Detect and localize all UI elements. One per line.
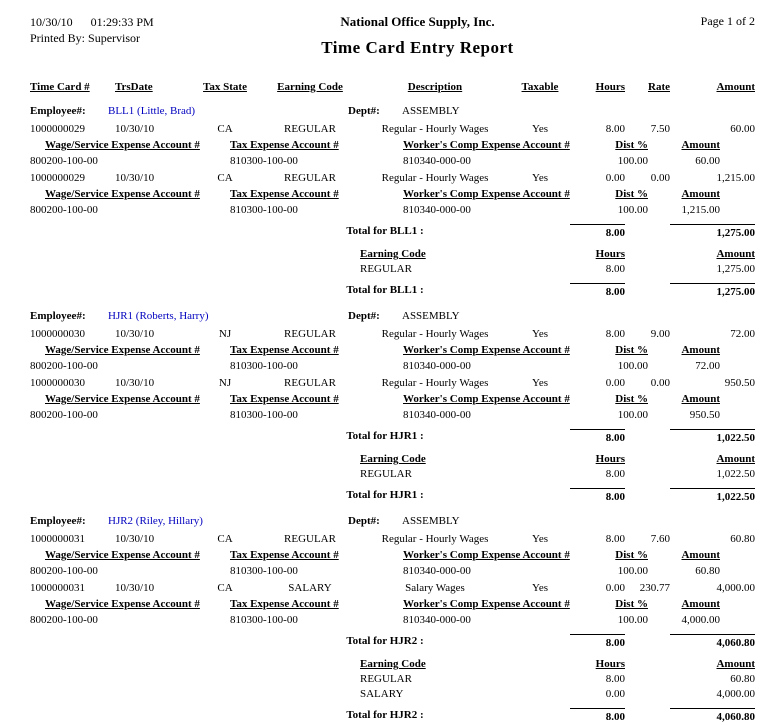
summary-amount: 4,000.00 xyxy=(716,688,755,700)
print-datetime xyxy=(30,14,200,30)
total-amount: 4,060.80 xyxy=(670,708,755,725)
dist-amount-header: Amount xyxy=(681,549,720,561)
cell-hours: 8.00 xyxy=(605,328,625,340)
total-amount: 4,060.80 xyxy=(670,634,755,651)
header-center xyxy=(200,14,635,58)
cell-description: Regular - Hourly Wages xyxy=(381,328,489,340)
printed-by-line xyxy=(30,30,200,46)
summary-earning-code: REGULAR xyxy=(360,263,412,275)
cell-description: Regular - Hourly Wages xyxy=(381,172,489,184)
employee-summary-total-row xyxy=(30,708,755,725)
cell-trs-date: 10/30/10 xyxy=(115,328,155,340)
summary-hours: 0.00 xyxy=(605,688,625,700)
summary-hours: 8.00 xyxy=(605,673,625,685)
cell-dist-amount: 60.80 xyxy=(695,565,720,577)
cell-time-card: 1000000030 xyxy=(30,328,85,340)
employee-summary-total-row xyxy=(30,283,755,300)
expense-account-header-row xyxy=(30,343,720,358)
cell-dist-pct: 100.00 xyxy=(617,409,648,421)
col-time-card: Time Card # xyxy=(30,81,90,93)
cell-tax-state: CA xyxy=(217,123,233,135)
cell-dist-pct: 100.00 xyxy=(617,614,648,626)
earning-summary-header-row xyxy=(360,657,755,672)
expense-account-header-row xyxy=(30,392,720,407)
cell-earning-code: REGULAR xyxy=(284,533,336,545)
summary-earning-code-header: Earning Code xyxy=(360,453,426,465)
employee-label: Employee#: xyxy=(30,105,86,117)
cell-taxable: Yes xyxy=(531,377,548,389)
cell-taxable: Yes xyxy=(531,172,548,184)
cell-taxable: Yes xyxy=(531,582,548,594)
dist-amount-header: Amount xyxy=(681,598,720,610)
cell-hours: 0.00 xyxy=(605,582,625,594)
total-label: Total for BLL1 : xyxy=(346,284,424,296)
timecard-detail-row xyxy=(30,327,755,342)
cell-trs-date: 10/30/10 xyxy=(115,123,155,135)
wage-account-header: Wage/Service Expense Account # xyxy=(45,188,200,200)
cell-tax-account: 810300-100-00 xyxy=(230,155,298,167)
comp-account-header: Worker's Comp Expense Account # xyxy=(403,393,570,405)
cell-hours: 8.00 xyxy=(605,123,625,135)
cell-taxable: Yes xyxy=(531,328,548,340)
cell-wage-account: 800200-100-00 xyxy=(30,360,98,372)
cell-dist-amount: 60.00 xyxy=(695,155,720,167)
dept-label: Dept#: xyxy=(348,105,380,117)
cell-rate: 9.00 xyxy=(650,328,670,340)
cell-amount: 950.50 xyxy=(724,377,755,389)
expense-account-header-row xyxy=(30,138,720,153)
employee-id: BLL1 (Little, Brad) xyxy=(108,105,196,117)
total-amount: 1,022.50 xyxy=(670,488,755,505)
dist-amount-header: Amount xyxy=(681,393,720,405)
summary-amount: 1,022.50 xyxy=(716,468,755,480)
col-description: Description xyxy=(407,81,463,93)
cell-rate: 0.00 xyxy=(650,377,670,389)
summary-amount-header: Amount xyxy=(716,658,755,670)
report-title: Time Card Entry Report xyxy=(321,38,514,57)
col-tax-state: Tax State xyxy=(203,81,247,93)
summary-amount: 60.80 xyxy=(730,673,755,685)
cell-hours: 0.00 xyxy=(605,172,625,184)
timecard-detail-row xyxy=(30,532,755,547)
total-hours: 8.00 xyxy=(570,488,625,505)
cell-rate: 0.00 xyxy=(650,172,670,184)
dist-amount-header: Amount xyxy=(681,344,720,356)
dept-value: ASSEMBLY xyxy=(402,515,460,527)
earning-summary-row xyxy=(360,262,755,277)
cell-comp-account: 810340-000-00 xyxy=(403,409,471,421)
cell-tax-state: CA xyxy=(217,533,233,545)
earning-summary-row xyxy=(360,672,755,687)
timecard-detail-row xyxy=(30,171,755,186)
comp-account-header: Worker's Comp Expense Account # xyxy=(403,344,570,356)
cell-description: Regular - Hourly Wages xyxy=(381,377,489,389)
cell-comp-account: 810340-000-00 xyxy=(403,614,471,626)
summary-earning-code-header: Earning Code xyxy=(360,658,426,670)
summary-hours-header: Hours xyxy=(595,248,625,260)
earning-summary-row xyxy=(360,687,755,702)
cell-wage-account: 800200-100-00 xyxy=(30,155,98,167)
total-label: Total for HJR2 : xyxy=(346,709,424,721)
cell-tax-account: 810300-100-00 xyxy=(230,565,298,577)
summary-hours: 8.00 xyxy=(605,263,625,275)
col-rate: Rate xyxy=(648,81,670,93)
col-trs-date: TrsDate xyxy=(115,81,153,93)
report-header xyxy=(30,14,755,58)
cell-trs-date: 10/30/10 xyxy=(115,533,155,545)
dist-amount-header: Amount xyxy=(681,139,720,151)
dist-pct-header: Dist % xyxy=(615,344,648,356)
printed-by-label: Printed By: xyxy=(30,31,86,45)
cell-dist-amount: 1,215.00 xyxy=(681,204,720,216)
page-number: Page 1 of 2 xyxy=(700,14,755,28)
employee-block xyxy=(30,514,755,725)
tax-account-header: Tax Expense Account # xyxy=(230,393,339,405)
dept-label: Dept#: xyxy=(348,515,380,527)
cell-comp-account: 810340-000-00 xyxy=(403,360,471,372)
col-hours: Hours xyxy=(595,81,625,93)
cell-comp-account: 810340-000-00 xyxy=(403,204,471,216)
dept-label: Dept#: xyxy=(348,310,380,322)
cell-taxable: Yes xyxy=(531,533,548,545)
cell-wage-account: 800200-100-00 xyxy=(30,204,98,216)
wage-account-header: Wage/Service Expense Account # xyxy=(45,598,200,610)
earning-summary-header-row xyxy=(360,452,755,467)
summary-amount-header: Amount xyxy=(716,248,755,260)
cell-amount: 60.80 xyxy=(730,533,755,545)
dist-amount-header: Amount xyxy=(681,188,720,200)
cell-wage-account: 800200-100-00 xyxy=(30,614,98,626)
cell-wage-account: 800200-100-00 xyxy=(30,565,98,577)
cell-time-card: 1000000029 xyxy=(30,123,85,135)
cell-description: Salary Wages xyxy=(405,582,465,594)
cell-taxable: Yes xyxy=(531,123,548,135)
employee-total-row xyxy=(30,429,755,446)
total-amount: 1,275.00 xyxy=(670,224,755,241)
employee-block xyxy=(30,309,755,505)
cell-amount: 4,000.00 xyxy=(716,582,755,594)
total-amount: 1,275.00 xyxy=(670,283,755,300)
company-name: National Office Supply, Inc. xyxy=(340,14,495,29)
cell-tax-state: CA xyxy=(217,172,233,184)
cell-trs-date: 10/30/10 xyxy=(115,172,155,184)
employee-summary-total-row xyxy=(30,488,755,505)
cell-time-card: 1000000031 xyxy=(30,582,85,594)
summary-hours-header: Hours xyxy=(595,453,625,465)
cell-rate: 7.50 xyxy=(650,123,670,135)
earning-summary-header-row xyxy=(360,247,755,262)
cell-wage-account: 800200-100-00 xyxy=(30,409,98,421)
cell-comp-account: 810340-000-00 xyxy=(403,565,471,577)
cell-rate: 230.77 xyxy=(639,582,670,594)
header-left xyxy=(30,14,200,46)
cell-tax-state: CA xyxy=(217,582,233,594)
summary-earning-code: REGULAR xyxy=(360,468,412,480)
summary-amount-header: Amount xyxy=(716,453,755,465)
total-hours: 8.00 xyxy=(570,634,625,651)
tax-account-header: Tax Expense Account # xyxy=(230,344,339,356)
comp-account-header: Worker's Comp Expense Account # xyxy=(403,549,570,561)
cell-tax-account: 810300-100-00 xyxy=(230,614,298,626)
dist-pct-header: Dist % xyxy=(615,549,648,561)
wage-account-header: Wage/Service Expense Account # xyxy=(45,549,200,561)
wage-account-header: Wage/Service Expense Account # xyxy=(45,139,200,151)
cell-time-card: 1000000029 xyxy=(30,172,85,184)
expense-account-value-row xyxy=(30,564,720,579)
expense-account-value-row xyxy=(30,408,720,423)
print-time: 01:29:33 PM xyxy=(90,15,154,29)
cell-dist-amount: 4,000.00 xyxy=(681,614,720,626)
cell-earning-code: REGULAR xyxy=(284,377,336,389)
expense-account-header-row xyxy=(30,548,720,563)
expense-account-header-row xyxy=(30,187,720,202)
cell-amount: 60.00 xyxy=(730,123,755,135)
dist-pct-header: Dist % xyxy=(615,598,648,610)
total-label: Total for HJR1 : xyxy=(346,430,424,442)
total-hours: 8.00 xyxy=(570,283,625,300)
employee-total-row xyxy=(30,224,755,241)
cell-amount: 1,215.00 xyxy=(716,172,755,184)
expense-account-value-row xyxy=(30,203,720,218)
cell-trs-date: 10/30/10 xyxy=(115,582,155,594)
cell-time-card: 1000000030 xyxy=(30,377,85,389)
summary-hours-header: Hours xyxy=(595,658,625,670)
timecard-detail-row xyxy=(30,376,755,391)
summary-earning-code: REGULAR xyxy=(360,673,412,685)
cell-dist-pct: 100.00 xyxy=(617,360,648,372)
cell-tax-account: 810300-100-00 xyxy=(230,360,298,372)
dist-pct-header: Dist % xyxy=(615,393,648,405)
employee-id: HJR2 (Riley, Hillary) xyxy=(108,515,203,527)
total-label: Total for BLL1 : xyxy=(346,225,424,237)
dept-value: ASSEMBLY xyxy=(402,105,460,117)
employee-header xyxy=(30,309,755,324)
tax-account-header: Tax Expense Account # xyxy=(230,598,339,610)
cell-comp-account: 810340-000-00 xyxy=(403,155,471,167)
employee-id: HJR1 (Roberts, Harry) xyxy=(108,310,209,322)
cell-dist-pct: 100.00 xyxy=(617,565,648,577)
col-earning-code: Earning Code xyxy=(277,81,343,93)
total-hours: 8.00 xyxy=(570,429,625,446)
cell-tax-account: 810300-100-00 xyxy=(230,204,298,216)
total-label: Total for HJR1 : xyxy=(346,489,424,501)
total-label: Total for HJR2 : xyxy=(346,635,424,647)
employee-header xyxy=(30,514,755,529)
cell-time-card: 1000000031 xyxy=(30,533,85,545)
wage-account-header: Wage/Service Expense Account # xyxy=(45,393,200,405)
cell-dist-amount: 950.50 xyxy=(689,409,720,421)
dist-pct-header: Dist % xyxy=(615,188,648,200)
cell-dist-pct: 100.00 xyxy=(617,204,648,216)
cell-trs-date: 10/30/10 xyxy=(115,377,155,389)
comp-account-header: Worker's Comp Expense Account # xyxy=(403,139,570,151)
tax-account-header: Tax Expense Account # xyxy=(230,549,339,561)
tax-account-header: Tax Expense Account # xyxy=(230,139,339,151)
print-date: 10/30/10 xyxy=(30,15,73,29)
dept-value: ASSEMBLY xyxy=(402,310,460,322)
summary-earning-code: SALARY xyxy=(360,688,404,700)
cell-earning-code: SALARY xyxy=(288,582,332,594)
timecard-detail-row xyxy=(30,581,755,596)
column-header-row xyxy=(30,80,755,95)
comp-account-header: Worker's Comp Expense Account # xyxy=(403,188,570,200)
cell-amount: 72.00 xyxy=(730,328,755,340)
employee-block xyxy=(30,104,755,300)
earning-summary-row xyxy=(360,467,755,482)
cell-earning-code: REGULAR xyxy=(284,328,336,340)
wage-account-header: Wage/Service Expense Account # xyxy=(45,344,200,356)
cell-hours: 0.00 xyxy=(605,377,625,389)
cell-description: Regular - Hourly Wages xyxy=(381,123,489,135)
timecard-detail-row xyxy=(30,122,755,137)
cell-tax-account: 810300-100-00 xyxy=(230,409,298,421)
cell-rate: 7.60 xyxy=(650,533,670,545)
cell-tax-state: NJ xyxy=(218,377,232,389)
employee-total-row xyxy=(30,634,755,651)
cell-earning-code: REGULAR xyxy=(284,123,336,135)
cell-dist-amount: 72.00 xyxy=(695,360,720,372)
printed-by-value: Supervisor xyxy=(88,31,141,45)
tax-account-header: Tax Expense Account # xyxy=(230,188,339,200)
cell-tax-state: NJ xyxy=(218,328,232,340)
summary-earning-code-header: Earning Code xyxy=(360,248,426,260)
cell-dist-pct: 100.00 xyxy=(617,155,648,167)
expense-account-value-row xyxy=(30,613,720,628)
employee-label: Employee#: xyxy=(30,515,86,527)
cell-earning-code: REGULAR xyxy=(284,172,336,184)
dist-pct-header: Dist % xyxy=(615,139,648,151)
cell-description: Regular - Hourly Wages xyxy=(381,533,489,545)
expense-account-value-row xyxy=(30,154,720,169)
total-hours: 8.00 xyxy=(570,708,625,725)
summary-hours: 8.00 xyxy=(605,468,625,480)
summary-amount: 1,275.00 xyxy=(716,263,755,275)
comp-account-header: Worker's Comp Expense Account # xyxy=(403,598,570,610)
employee-label: Employee#: xyxy=(30,310,86,322)
employee-header xyxy=(30,104,755,119)
total-amount: 1,022.50 xyxy=(670,429,755,446)
cell-hours: 8.00 xyxy=(605,533,625,545)
expense-account-header-row xyxy=(30,597,720,612)
col-taxable: Taxable xyxy=(521,81,559,93)
col-amount: Amount xyxy=(716,81,755,93)
expense-account-value-row xyxy=(30,359,720,374)
total-hours: 8.00 xyxy=(570,224,625,241)
